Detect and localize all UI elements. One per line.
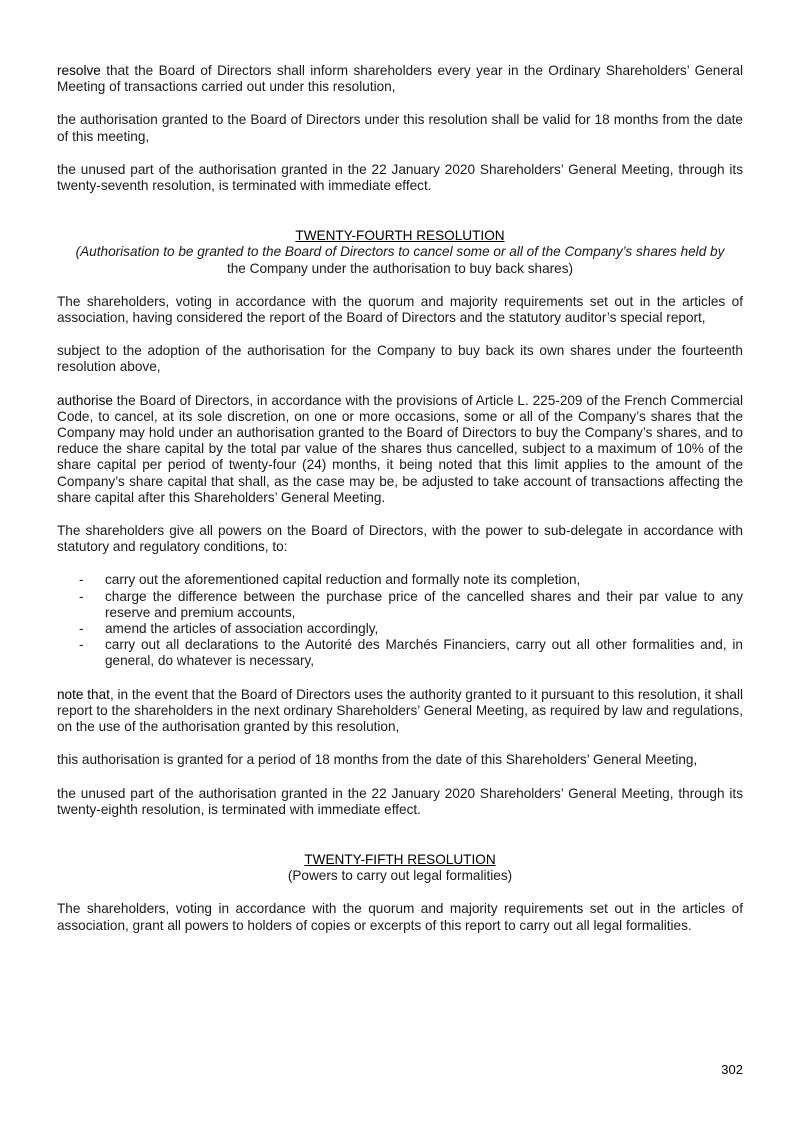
resolution-24-paragraph-4: The shareholders give all powers on the Board of Directors, with the power to sub-delegate in accordance with statutory and regulatory conditions, to: [57, 523, 743, 555]
dash-bullet: - [79, 637, 84, 653]
dash-bullet: - [79, 621, 84, 637]
resolution-24-paragraph-5 [57, 687, 743, 736]
keyword-note-that: note that [57, 686, 110, 702]
resolution-25-subtitle: (Powers to carry out legal formalities) [287, 868, 513, 884]
resolution-24-paragraph-7: the unused part of the authorisation granted in the 22 January 2020 Shareholders’ General Meeting, through its twenty-eighth resolution, is terminated with immediate effect. [57, 785, 743, 817]
list-item [57, 589, 743, 621]
resolution-24-subtitle [57, 244, 743, 276]
resolution-24-subtitle-line-1: (Authorisation to be granted to the Board of Directors to cancel some or all of the Company’s shares held by [75, 244, 725, 260]
resolution-24-subtitle-line-2: the Company under the authorisation to buy back shares) [226, 260, 574, 276]
list-item-text: amend the articles of association accordingly, [105, 621, 379, 637]
list-item [57, 621, 743, 637]
list-item-text: carry out the aforementioned capital reduction and formally note its completion, [105, 572, 581, 588]
resolution-25-title: TWENTY-FIFTH RESOLUTION [304, 851, 496, 867]
resolution-25-paragraph-1: The shareholders, voting in accordance with the quorum and majority requirements set out in the articles of association, grant all powers to holders of copies or excerpts of this report to carry out all legal formalities. [57, 901, 743, 933]
resolution-24-paragraph-3 [57, 393, 743, 506]
resolution-24-paragraph-3-text: the Board of Directors, in accordance with the provisions of Article L. 225-209 of the French Commercial Code, to cancel, at its sole discretion, on one or more occasions, some or all of the Company’s shares that the Company may hold under an authorisation granted to the Board of Directors to buy the Company’s shares, and to reduce the share capital by the total par value of the shares thus cancelled, subject to a maximum of 10% of the share capital per period of twenty-four (24) months, it being noted that this limit applies to the amount of the Company’s share capital that shall, as the case may be, be adjusted to take account of transactions affecting the share capital after this Shareholders’ General Meeting. [57, 392, 743, 505]
list-item-text: carry out all declarations to the Autorité des Marchés Financiers, carry out all other formalities and, in general, do whatever is necessary, [105, 637, 743, 669]
dash-bullet: - [79, 588, 84, 604]
list-item [57, 637, 743, 669]
document-page [57, 63, 743, 951]
keyword-authorise: authorise [57, 392, 113, 408]
powers-list [57, 572, 743, 669]
resolution-24-paragraph-6: this authorisation is granted for a period of 18 months from the date of this Shareholders’ General Meeting, [57, 752, 698, 768]
intro-paragraph-1-text: that the Board of Directors shall inform shareholders every year in the Ordinary Shareholders’ General Meeting of transactions carried out under this resolution, [57, 63, 743, 95]
resolution-24-title: TWENTY-FOURTH RESOLUTION [295, 228, 505, 244]
keyword-resolve: resolve [57, 63, 101, 78]
resolution-24-paragraph-1: The shareholders, voting in accordance with the quorum and majority requirements set out in the articles of association, having considered the report of the Board of Directors and the statutory auditor’s special report, [57, 293, 743, 326]
dash-bullet: - [79, 572, 84, 588]
intro-paragraph-3: the unused part of the authorisation granted in the 22 January 2020 Shareholders’ General Meeting, through its twenty-seventh resolution, is terminated with immediate effect. [57, 161, 743, 194]
intro-paragraph-1 [57, 63, 743, 95]
resolution-24-paragraph-5-text: , in the event that the Board of Directors uses the authority granted to it pursuant to this resolution, it shall report to the shareholders in the next ordinary Shareholders’ General Meeting, as required by law and regulations, on the use of the authorisation granted by this resolution, [57, 686, 743, 735]
intro-paragraph-2: the authorisation granted to the Board of Directors under this resolution shall be valid for 18 months from the date of this meeting, [57, 112, 743, 144]
page-number: 302 [721, 1062, 743, 1077]
list-item-text: charge the difference between the purchase price of the cancelled shares and their par value to any reserve and premium accounts, [105, 588, 743, 620]
list-item [57, 572, 743, 588]
resolution-24-paragraph-2: subject to the adoption of the authorisation for the Company to buy back its own shares under the fourteenth resolution above, [57, 343, 743, 375]
